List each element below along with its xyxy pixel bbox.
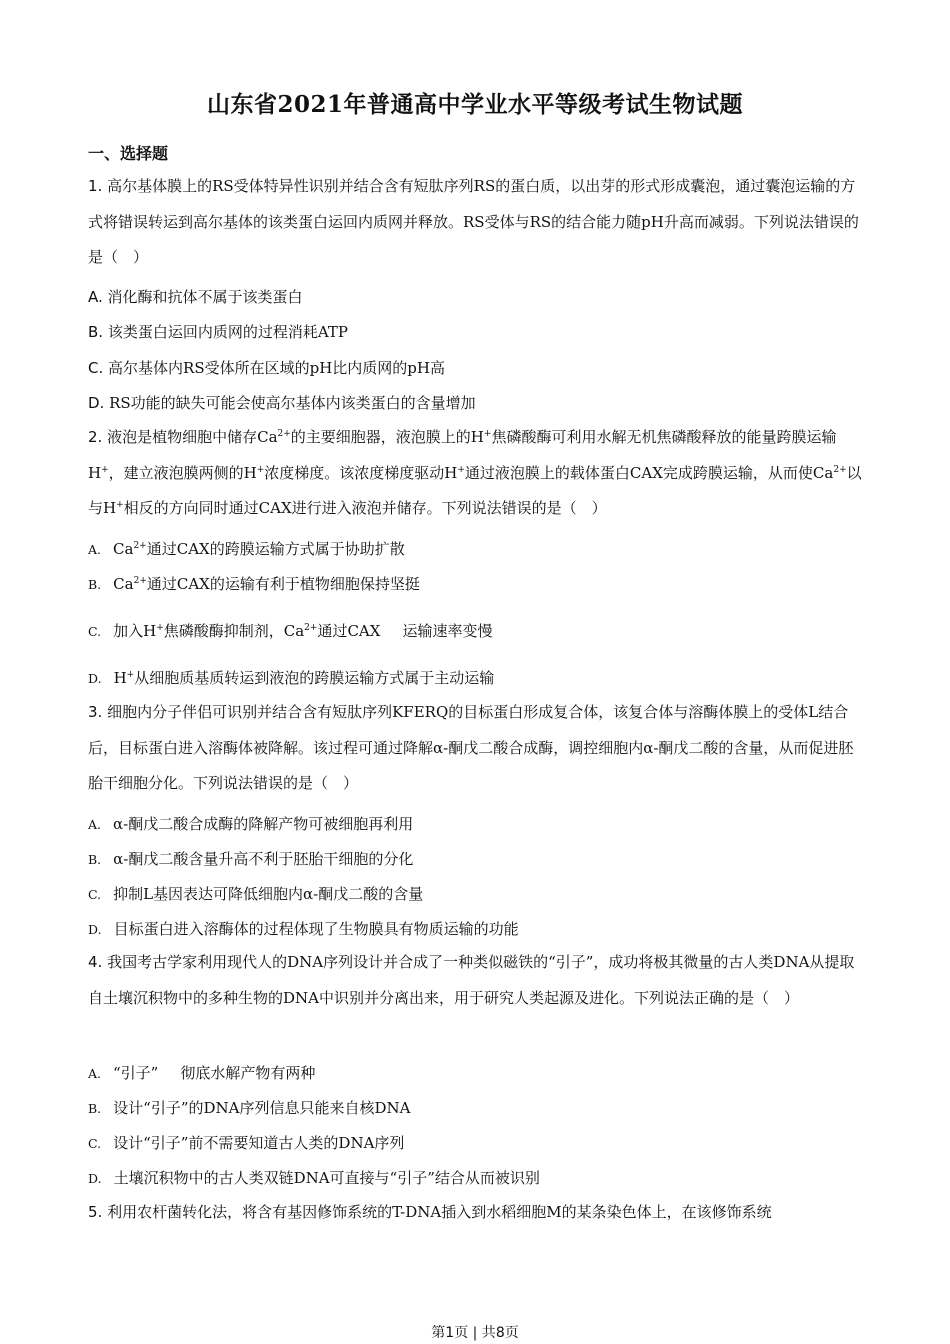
option-label: D. (88, 671, 102, 686)
q1-option-b[interactable] (88, 321, 863, 342)
question-4-stem (88, 945, 863, 1016)
option-text: 消化酶和抗体不属于该类蛋白 (107, 288, 303, 306)
question-number: 4. (88, 953, 103, 971)
option-label: D. (88, 922, 102, 937)
option-text-part: 运输速率变慢 (402, 622, 493, 640)
superscript: + (101, 464, 109, 475)
q2-option-c[interactable] (88, 620, 863, 641)
superscript: 2+ (833, 464, 847, 475)
option-text-part: Ca (113, 540, 134, 558)
option-text: 抑制L基因表达可降低细胞内α-酮戊二酸的含量 (113, 885, 424, 903)
option-text: RS功能的缺失可能会使高尔基体内该类蛋白的含量增加 (109, 394, 476, 412)
q2-option-a[interactable] (88, 538, 863, 559)
superscript: 2+ (133, 541, 147, 551)
q3-option-b[interactable] (88, 848, 863, 869)
question-text-part: 通过液泡膜上的载体蛋白CAX完成跨膜运输，从而使Ca (464, 463, 834, 482)
question-text-part: 相反的方向同时通过CAX进行进入液泡并储存。下列说法错误的是（ ） (123, 499, 607, 517)
question-text: 高尔基体膜上的RS受体特异性识别并结合含有短肽序列RS的蛋白质，以出芽的形式形成囊泡，通过囊泡运输的方式将错误转运到高尔基体的该类蛋白运回内质网并释放。RS受体与RS的结合能力随pH升高而减弱。下列说法错误的是（ ） (88, 177, 859, 266)
option-text-part: H (113, 669, 127, 687)
option-text: 高尔基体内RS受体所在区域的pH比内质网的pH高 (108, 359, 445, 377)
option-text-part: 从细胞质基质转运到液泡的跨膜运输方式属于主动运输 (134, 669, 495, 687)
question-number: 5. (88, 1203, 103, 1221)
footer-text: 第 (431, 1325, 446, 1341)
option-text: 设计“引子”前不需要知道古人类的DNA序列 (113, 1134, 405, 1152)
superscript: 2+ (304, 623, 318, 633)
option-text-part: 通过CAX的跨膜运输方式属于协助扩散 (146, 540, 405, 558)
q3-option-d[interactable] (88, 918, 863, 939)
option-text: α-酮戊二酸含量升高不利于胚胎干细胞的分化 (113, 850, 414, 868)
page-title: 山东省2021年普通高中学业水平等级考试生物试题 (206, 91, 743, 118)
q1-option-c[interactable] (88, 357, 863, 378)
option-text-part: 通过CAX的运输有利于植物细胞保持坚挺 (146, 575, 420, 593)
question-3-stem (88, 695, 863, 802)
superscript: + (126, 670, 135, 680)
question-text-part: 浓度梯度。该浓度梯度驱动H (264, 463, 458, 482)
footer-text: 页 | 共 (454, 1325, 496, 1341)
question-5-stem (88, 1195, 863, 1231)
option-label: C. (88, 624, 102, 639)
superscript: + (156, 623, 164, 633)
q4-option-d[interactable] (88, 1167, 863, 1188)
option-label: B. (88, 323, 104, 341)
option-text-part: 通过CAX (317, 622, 381, 640)
option-label: C. (88, 887, 102, 902)
question-2-stem (88, 420, 863, 527)
superscript: + (483, 429, 492, 439)
footer-text: 页 (504, 1325, 519, 1341)
q4-option-c[interactable] (88, 1132, 863, 1153)
question-text-part: 焦磷酸酶可利用水解无机焦磷酸释放的能量跨膜运输H (88, 428, 837, 482)
superscript: + (457, 464, 465, 475)
option-text-part: 焦磷酸酶抑制剂，Ca (163, 622, 305, 640)
option-label: B. (88, 852, 102, 867)
superscript: + (256, 464, 265, 475)
question-text: 我国考古学家利用现代人的DNA序列设计并合成了一种类似磁铁的“引子”，成功将极其微量的古人类DNA从提取自土壤沉积物中的多种生物的DNA中识别并分离出来，用于研究人类起源及进化。下列说法正确的是（ ） (88, 953, 855, 1007)
option-label: A. (88, 1066, 102, 1081)
question-number: 1. (88, 177, 103, 195)
page-number: 1 (445, 1325, 455, 1341)
option-label: B. (88, 1101, 102, 1116)
question-text: 细胞内分子伴侣可识别并结合含有短肽序列KFERQ的目标蛋白形成复合体，该复合体与溶酶体膜上的受体L结合后，目标蛋白进入溶酶体被降解。该过程可通过降解α-酮戊二酸合成酶，调控细胞内α-酮戊二酸的含量，从而促进胚胎干细胞分化。下列说法错误的是（ ） (88, 703, 854, 792)
superscript: 2+ (277, 429, 291, 439)
question-text-part: ，建立液泡膜两侧的H (108, 463, 257, 482)
question-text-part: 液泡是植物细胞中储存Ca (107, 428, 278, 446)
q2-option-d[interactable] (88, 667, 863, 688)
q3-option-a[interactable] (88, 813, 863, 834)
option-label: C. (88, 359, 104, 377)
question-number: 3. (88, 703, 103, 721)
option-text-part: “引子” (113, 1064, 159, 1082)
option-text: 目标蛋白进入溶酶体的过程体现了生物膜具有物质运输的功能 (113, 920, 519, 938)
question-text-part: 的主要细胞器，液泡膜上的H (290, 428, 484, 446)
option-text-part: 彻底水解产物有两种 (180, 1064, 316, 1082)
option-label: D. (88, 394, 105, 412)
option-label: C. (88, 1136, 102, 1151)
option-text-part: Ca (113, 575, 134, 593)
q3-option-c[interactable] (88, 883, 863, 904)
option-label: D. (88, 1171, 102, 1186)
option-text: 该类蛋白运回内质网的过程消耗ATP (107, 323, 348, 341)
total-pages: 8 (495, 1325, 505, 1341)
q2-option-b[interactable] (88, 573, 863, 594)
q4-option-a[interactable] (88, 1062, 863, 1083)
q1-option-d[interactable] (88, 392, 863, 413)
q1-option-a[interactable] (88, 286, 863, 307)
superscript: 2+ (133, 576, 147, 586)
page-footer (0, 1322, 950, 1342)
section-heading: 一、选择题 (88, 144, 169, 163)
option-label: B. (88, 577, 102, 592)
option-label: A. (88, 817, 102, 832)
option-label: A. (88, 542, 102, 557)
question-text-part: 以与H (88, 463, 862, 517)
question-text: 利用农杆菌转化法，将含有基因修饰系统的T-DNA插入到水稻细胞M的某条染色体上，在该修饰系统 (107, 1203, 772, 1221)
option-text: 土壤沉积物中的古人类双链DNA可直接与“引子”结合从而被识别 (113, 1169, 540, 1187)
q4-option-b[interactable] (88, 1097, 863, 1118)
question-1-stem (88, 169, 863, 276)
question-number: 2. (88, 428, 103, 446)
option-text: 设计“引子”的DNA序列信息只能来自核DNA (113, 1099, 411, 1117)
superscript: + (116, 500, 124, 510)
option-text-part: 加入H (113, 622, 157, 640)
option-text: α-酮戊二酸合成酶的降解产物可被细胞再利用 (113, 815, 414, 833)
option-label: A. (88, 288, 103, 306)
